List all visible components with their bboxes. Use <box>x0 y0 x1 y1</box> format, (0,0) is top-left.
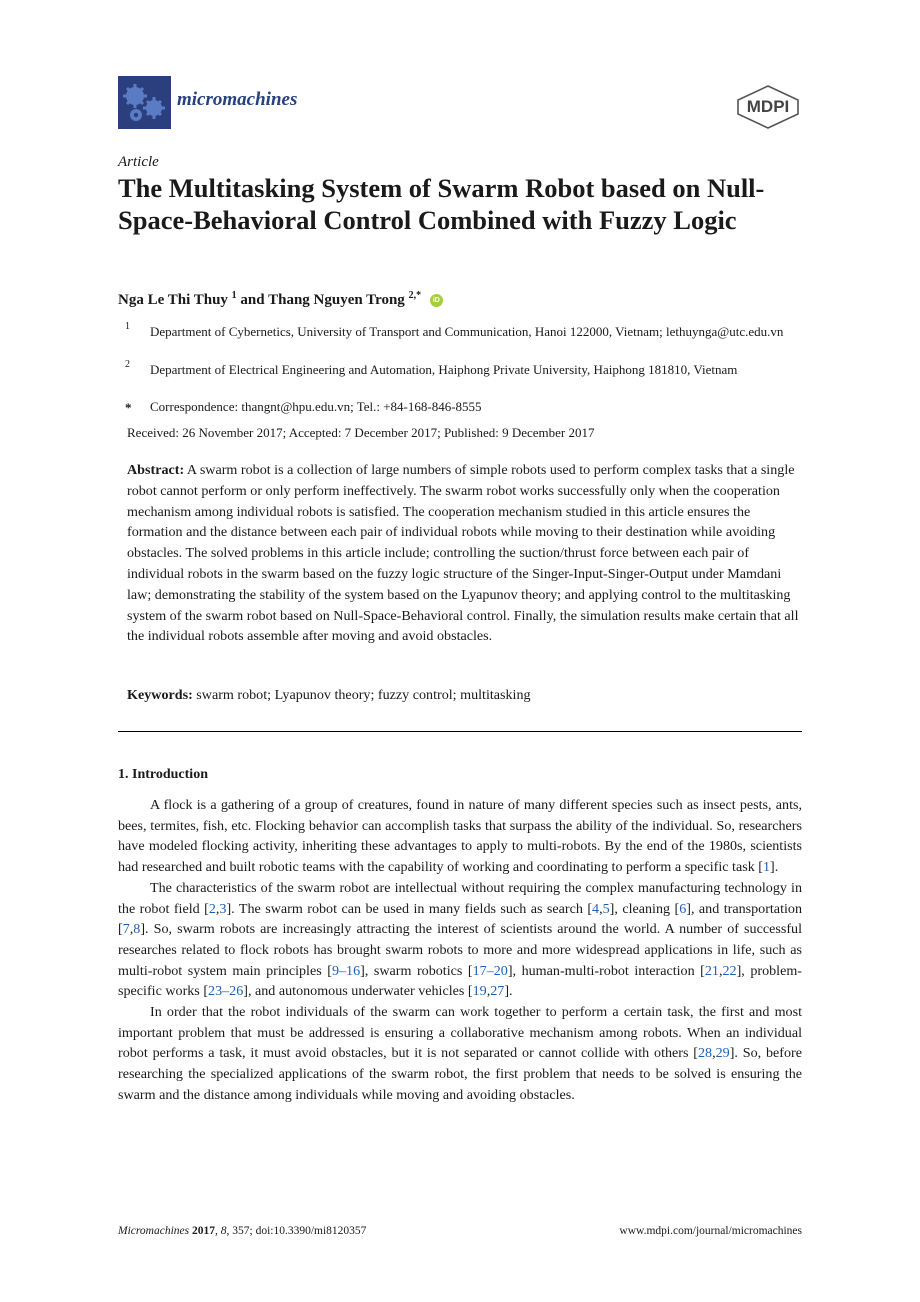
footer-year: 2017 <box>192 1225 215 1237</box>
affiliation-mark: 1 <box>231 290 237 301</box>
paragraph <box>118 878 802 1002</box>
citation-link[interactable]: 28 <box>698 1045 713 1062</box>
affiliation-text: Department of Electrical Engineering and Automation, Haiphong Private University, Haiphong 181810, Vietnam <box>150 362 738 377</box>
citation-link[interactable]: 22 <box>722 962 737 979</box>
citation-link[interactable]: 19 <box>472 983 487 1000</box>
abstract <box>127 460 803 647</box>
text-run: ]. The swarm robot can be used in many fields such as search [ <box>226 900 593 917</box>
publisher-name: MDPI <box>746 97 790 116</box>
text-run: ], cleaning [ <box>609 900 680 917</box>
divider <box>118 731 802 732</box>
journal-logo <box>118 76 171 129</box>
correspondence-mark: * <box>125 400 132 415</box>
text-run: ]. So, swarm robots are increasingly attracting the interest of scientists around the world. A number of successful researches related to flock robots has brought swarm robots to more and more widespread applications in life, such as multi-robot system main principles [ <box>118 921 802 979</box>
text-run: ], and autonomous underwater vehicles [ <box>243 983 473 1000</box>
abstract-label: Abstract: <box>127 462 185 478</box>
paragraph <box>118 1002 802 1106</box>
gears-icon <box>118 76 171 129</box>
correspondence-text: Correspondence: thangnt@hpu.edu.vn; Tel.: +84-168-846-8555 <box>150 399 482 414</box>
text-run: ], problem-specific works [ <box>118 962 803 1000</box>
author-name[interactable]: Nga Le Thi Thuy <box>118 292 228 308</box>
footer-journal: Micromachines <box>118 1225 190 1237</box>
citation-link[interactable]: 2 <box>208 900 216 917</box>
footer-citation: Micromachines 2017, 8, 357; doi:10.3390/mi8120357 <box>118 1225 367 1237</box>
article-type: Article <box>118 154 159 170</box>
citation-link[interactable]: 21 <box>704 962 719 979</box>
citation-link[interactable]: 27 <box>490 983 505 1000</box>
author-name[interactable]: Thang Nguyen Trong <box>268 292 405 308</box>
citation-link[interactable]: 23–26 <box>208 983 244 1000</box>
affiliation-number: 2 <box>125 359 130 370</box>
text-run: , <box>712 1045 716 1062</box>
author-conjunction: and <box>240 292 265 308</box>
affiliation-text: Department of Cybernetics, University of Transport and Communication, Hanoi 122000, Vietnam; lethuynga@utc.edu.vn <box>150 324 784 339</box>
citation-link[interactable]: 6 <box>679 900 687 917</box>
affiliation-number: 1 <box>125 321 130 332</box>
text-run: In order that the robot individuals of the swarm can work together to perform a certain task, the first and most important problem that must be addressed is ensuring a collaborative mechanism among robots. When an individual robot performs a task, it must avoid obstacles, but it is not separated or cannot collide with others [ <box>118 1004 802 1062</box>
article-title: The Multitasking System of Swarm Robot based on Null-Space-Behavioral Control Combined with Fuzzy Logic <box>118 173 765 235</box>
citation-link[interactable]: 1 <box>762 859 771 876</box>
citation-link[interactable]: 4 <box>592 900 600 917</box>
keywords-label: Keywords: <box>127 687 193 703</box>
text-run: ], and transportation [ <box>118 900 802 938</box>
orcid-icon[interactable]: iD <box>430 294 443 307</box>
citation-link[interactable]: 5 <box>602 900 610 917</box>
affiliation-mark: 2,* <box>408 290 422 301</box>
text-run: ], swarm robotics [ <box>360 962 473 979</box>
footer-volume: 8 <box>220 1225 227 1237</box>
text-run: A flock is a gathering of a group of creatures, found in nature of many different species such as insect pests, ants, bees, termites, fish, etc. Flocking behavior can accomplish tasks that surpass the ability of the individual. So, researchers have modeled flocking activity, inheriting these advantages to apply to multi-robots. By the end of the 1980s, scientists had researched and built robotic teams with the capability of working and coordinating to perform a specific task [ <box>118 797 802 876</box>
footer-doi: , 357; doi:10.3390/mi8120357 <box>226 1225 367 1237</box>
text-run: , <box>718 962 723 979</box>
citation-link[interactable]: 3 <box>219 900 227 917</box>
citation-link[interactable]: 8 <box>133 921 141 938</box>
text-run: , <box>129 921 134 938</box>
text-run: , <box>599 900 603 917</box>
introduction-body <box>118 795 802 1106</box>
publication-dates: Received: 26 November 2017; Accepted: 7 December 2017; Published: 9 December 2017 <box>127 425 595 440</box>
journal-name: micromachines <box>177 89 298 110</box>
text-run: ]. <box>770 859 779 876</box>
author-list <box>118 290 443 309</box>
text-run: ]. So, before researching the specialized applications of the swarm robot, the first problem that needs to be solved is ensuring the swarm and the distance among individuals while moving and avoiding obstacles. <box>118 1045 802 1103</box>
citation-link[interactable]: 17–20 <box>472 962 508 979</box>
publisher-logo <box>736 84 800 130</box>
abstract-text: A swarm robot is a collection of large numbers of simple robots used to perform complex tasks that a single robot cannot perform or only perform ineffectively. The swarm robot works successfully only when the cooperation mechanism among individual robots is satisfied. The cooperation mechanism studied in this article ensures the formation and the distance between each pair of individual robots while moving to their destination while avoiding obstacles. The solved problems in this article include; controlling the suction/thrust force between each pair of individual robots in the swarm based on the fuzzy logic structure of the Singer-Input-Singer-Output under Mamdani law; demonstrating the stability of the system based on the Lyapunov theory; and applying control to the multitasking system of the swarm robot based on Null-Space-Behavioral control. Finally, the simulation results make certain that all the individual robots assemble after moving and avoid obstacles. <box>127 462 799 645</box>
text-run: ]. <box>504 983 513 1000</box>
keywords-text: swarm robot; Lyapunov theory; fuzzy control; multitasking <box>196 687 531 703</box>
citation-link[interactable]: 29 <box>715 1045 730 1062</box>
text-run: , <box>215 900 220 917</box>
citation-link[interactable]: 7 <box>122 921 130 938</box>
text-run: ], human-multi-robot interaction [ <box>507 962 705 979</box>
section-heading: 1. Introduction <box>118 767 208 782</box>
paragraph <box>118 795 802 878</box>
footer-url[interactable]: www.mdpi.com/journal/micromachines <box>619 1225 802 1237</box>
mdpi-logo-icon <box>736 84 800 130</box>
text-run: The characteristics of the swarm robot are intellectual without requiring the complex manufacturing technology in the robot field [ <box>118 879 802 917</box>
keywords <box>127 687 803 704</box>
text-run: , <box>486 983 491 1000</box>
citation-link[interactable]: 9–16 <box>331 962 361 979</box>
